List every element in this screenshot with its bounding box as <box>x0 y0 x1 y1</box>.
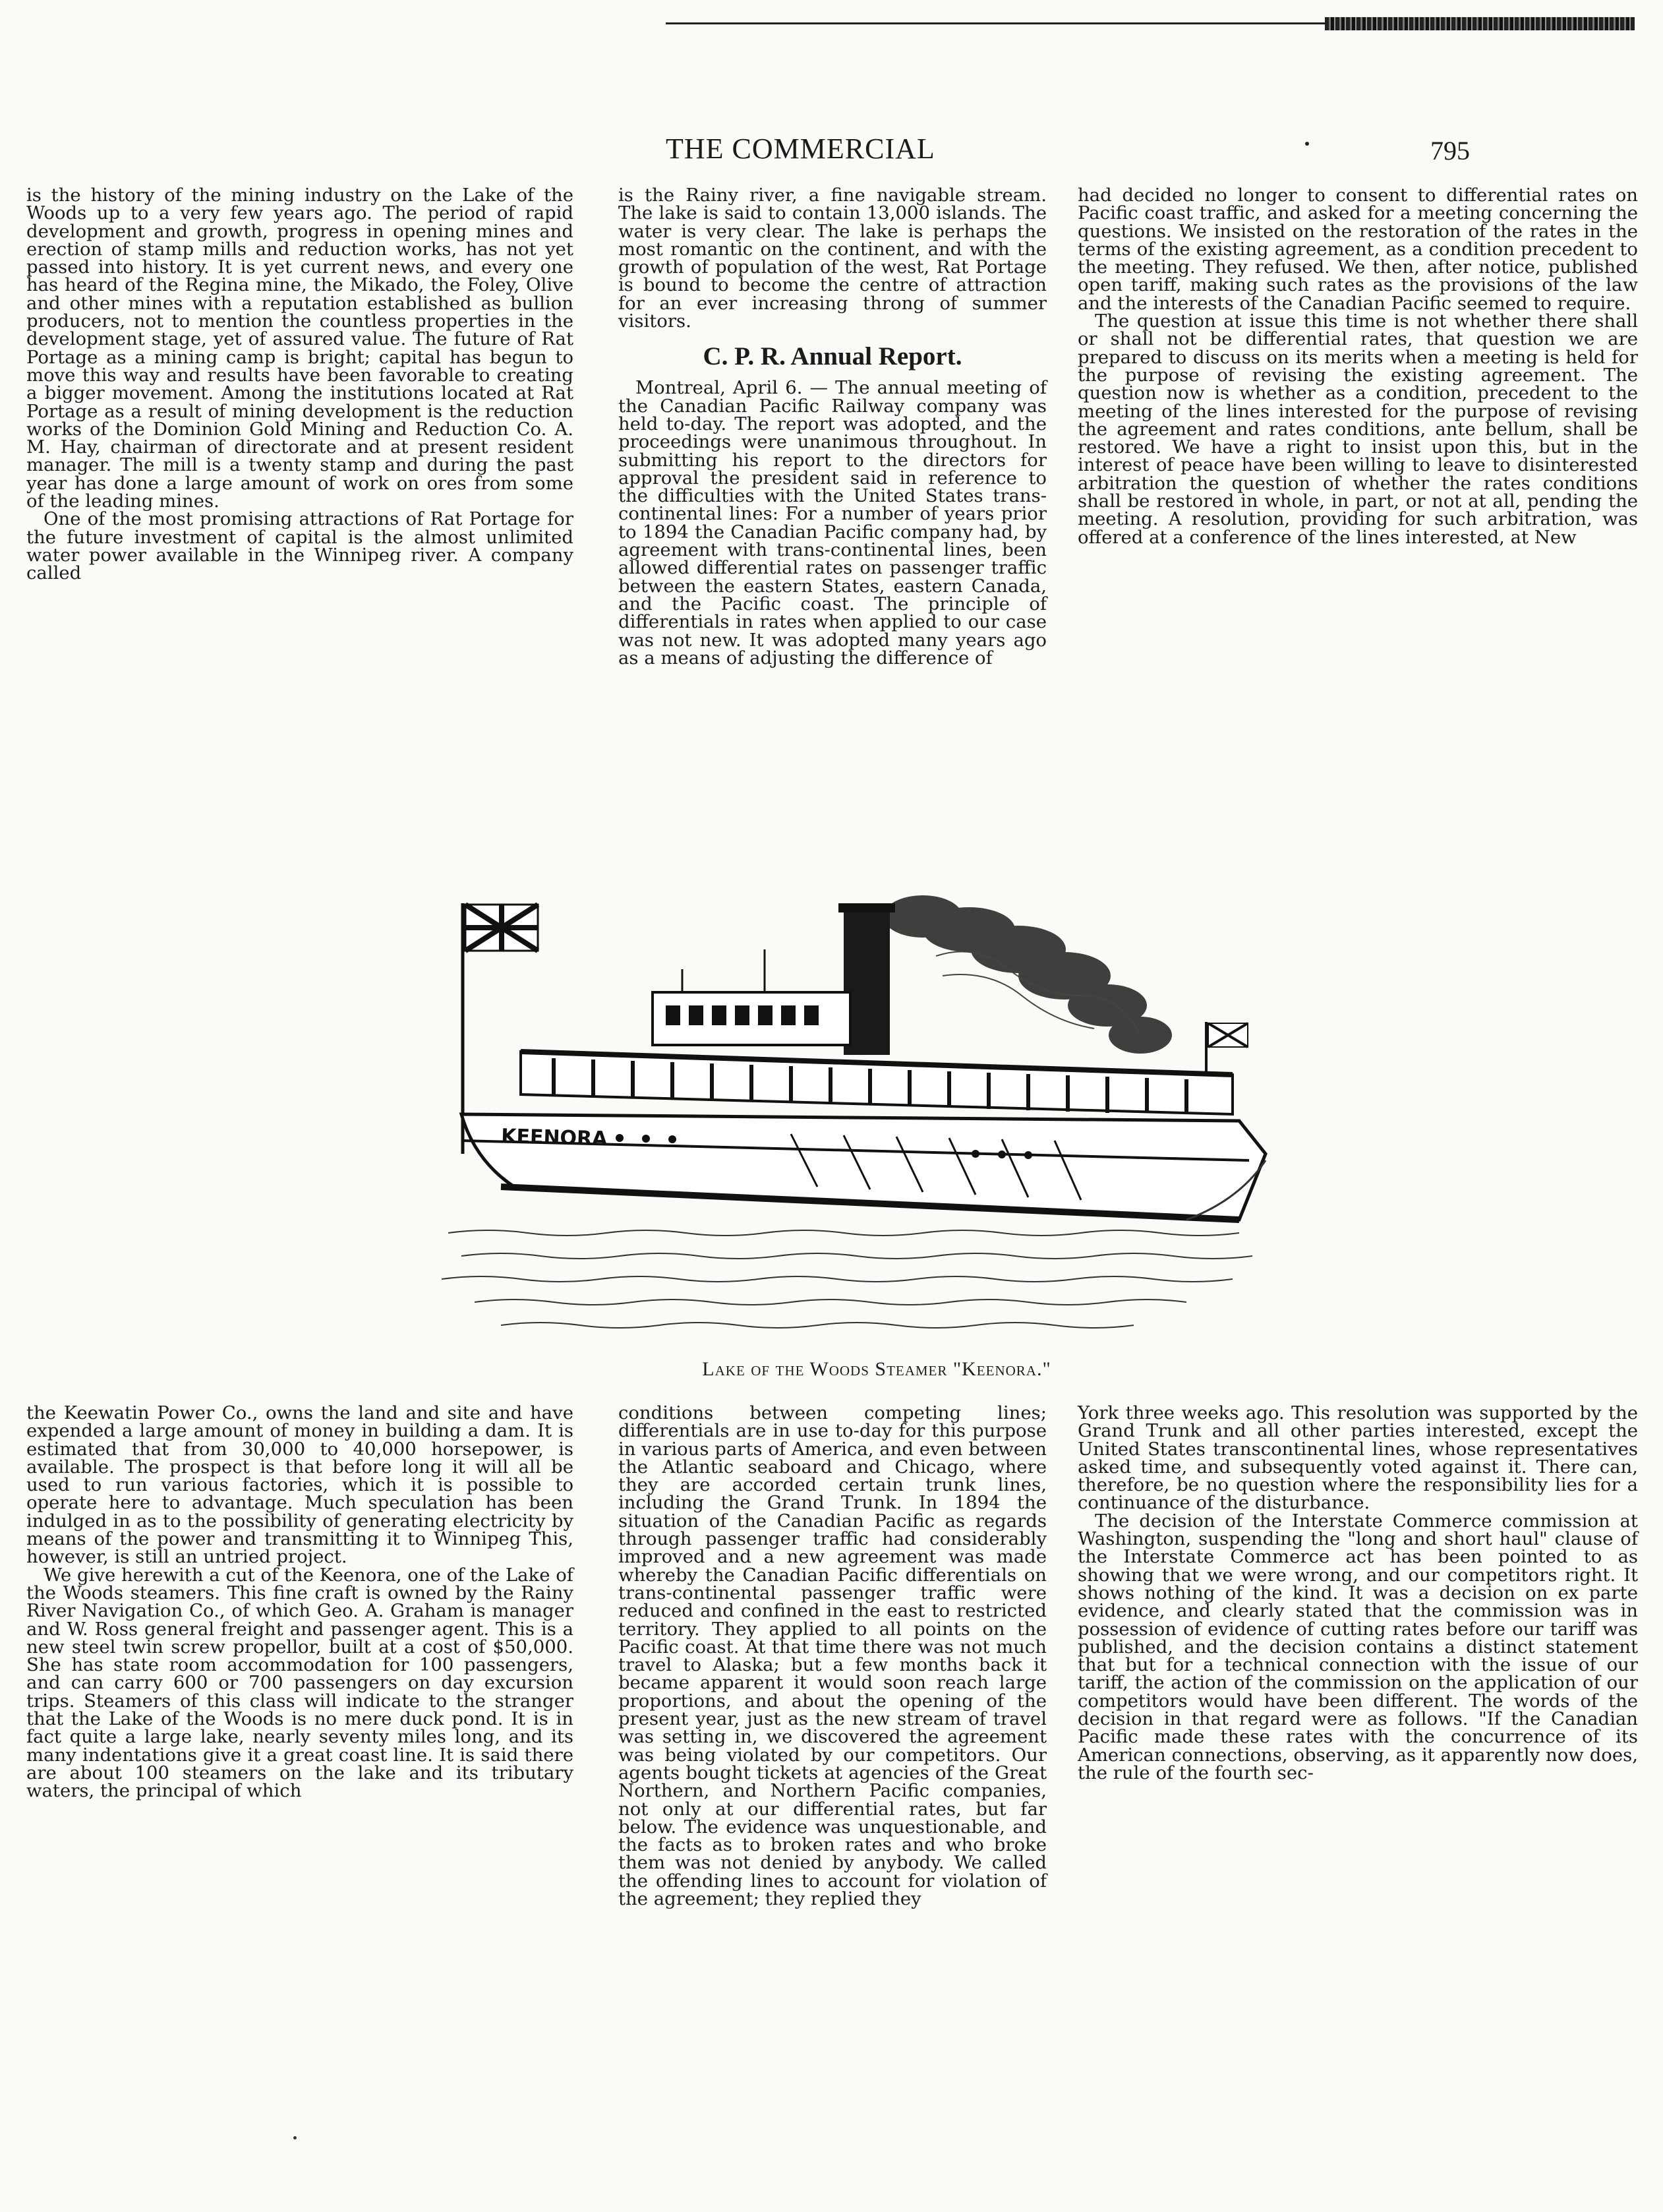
paragraph: is the history of the mining industry on the Lake of the Woods up to a very few years ago. The period of rapid development and growth, progress in opening mines and erection of stamp mills and reduction works, has not yet passed into history. It is yet current news, and every one has heard of the Regina mine, the Mikado, the Foley, Olive and other mines with a reputation established as bullion producers, not to mention the countless properties in the development stage, yet of assured value. The future of Rat Portage as a mining camp is bright; capital has begun to move this way and results have been favorable to creating a bigger movement. Among the institutions located at Rat Portage as a result of mining development is the reduction works of the Dominion Gold Mining and Reduction Co. A. M. Hay, chairman of directorate and at present resident manager. The mill is a twenty stamp and during the past year has done a large amount of work on ores from some of the leading mines. <box>26 185 573 512</box>
column-bottom-1 <box>26 1404 573 2156</box>
paragraph: had decided no longer to consent to differential rates on Pacific coast traffic, and asked for a meeting concerning the questions. We insisted on the restoration of the rates in the terms of the existing agreement, as a condition precedent to the meeting. They refused. We then, after notice, published open tariff, making such rates as the provisions of the law and the interests of the Canadian Pacific seemed to require. <box>1078 185 1638 314</box>
figure-caption: Lake of the Woods Steamer "Keenora." <box>702 1358 1051 1380</box>
paragraph: York three weeks ago. This resolution was supported by the Grand Trunk and all other parties interested, except the United States transcontinental lines, whose representatives asked time, and subsequently voted against it. There can, therefore, be no question where the responsibility lies for a continuance of the disturbance. <box>1078 1402 1638 1514</box>
paragraph: One of the most promising attractions of Rat Portage for the future investment of capital is the almost unlimited water power available in the Winnipeg river. A company called <box>26 508 573 584</box>
column-bottom-2 <box>618 1404 1047 2156</box>
paragraph: is the Rainy river, a fine navigable stream. The lake is said to contain 13,000 islands. The water is very clear. The lake is perhaps the most romantic on the continent, and with the growth of population of the west, Rat Portage is bound to become the centre of attraction for an ever increasing throng of summer visitors. <box>618 185 1047 332</box>
ink-dot <box>293 2136 297 2139</box>
column-top-2 <box>618 187 1047 852</box>
article-heading: C. P. R. Annual Report. <box>703 342 962 371</box>
page-title: THE COMMERCIAL <box>666 133 935 165</box>
paragraph: We give herewith a cut of the Keenora, one of the Lake of the Woods steamers. This fine craft is owned by the Rainy River Navigation Co., of which Geo. A. Graham is manager and W. Ross general freight and passenger agent. This is a new steel twin screw propellor, built at a cost of $50,000. She has state room accommodation for 100 passengers, and can carry 600 or 700 passengers on day excursion trips. Steamers of this class will indicate to the stranger that the Lake of the Woods is no mere duck pond. It is in fact quite a large lake, nearly seventy miles long, and its many indentations give it a great coast line. It is said there are about 100 steamers on the lake and its tributary waters, the principal of which <box>26 1564 573 1802</box>
paragraph: The question at issue this time is not whether there shall or shall not be differential rates, that question we are prepared to discuss on its merits when a meeting is held for the purpose of revising the existing agreement. The question now is whether as a condition, precedent to the meeting of the lines interested for the purpose of revising the agreement and rates conditions, ante bellum, shall be restored. We have a right to insist upon this, but in the interest of peace have been willing to leave to disinterested arbitration the question of whether the rates conditions shall be restored in whole, in part, or not at all, pending the meeting. A resolution, providing for such arbitration, was offered at a conference of the lines interested, at New <box>1078 311 1638 548</box>
ink-dot <box>1305 142 1309 146</box>
paragraph: conditions between competing lines; differentials are in use to-day for this purpose in various parts of America, and even between the Atlantic seaboard and Chicago, where they are accorded certain trunk lines, including the Grand Trunk. In 1894 the situation of the Canadian Pacific as regards through passenger traffic had considerably improved and a new agreement was made whereby the Canadian Pacific differentials on trans-continental passenger traffic were reduced and confined in the east to restricted territory. They applied to all points on the Pacific coast. At that time there was not much travel to Alaska; but a few months back it became apparent it would soon reach large proportions, and about the opening of the present year, just as the new stream of travel was setting in, we discovered the agreement was being violated by our competitors. Our agents bought tickets at agencies of the Great Northern, and Northern Pacific companies, not only at our differential rates, but far below. The evidence was unquestionable, and the facts as to broken rates and who broke them was not denied by anybody. We called the offending lines to account for violation of the agreement; they replied they <box>618 1402 1047 1910</box>
paragraph: The decision of the Interstate Commerce commission at Washington, suspending the "long and short haul" clause of the Interstate Commerce act has been pointed to as showing that we were wrong, and our competitors right. It shows nothing of the kind. It was a decision on ex parte evidence, and clearly stated that the commission was in possession of evidence of cutting rates before our tariff was published, and the decision contains a distinct statement that but for a technical connection with the issue of our tariff, the action of the commission on the application of our competitors would have been different. The words of the decision in that regard were as follows. "If the Canadian Pacific made these rates with the concurrence of its American connections, observing, as it apparently now does, the rule of the fourth sec- <box>1078 1510 1638 1783</box>
paragraph: Montreal, April 6. — The annual meeting of the Canadian Pacific Railway company was held to-day. The report was adopted, and the proceedings were unanimous throughout. In submitting his report to the directors for approval the president said in reference to the difficulties with the United States trans-continental lines: For a number of years prior to 1894 the Canadian Pacific company had, by agreement with trans-continental lines, been allowed differential rates on passenger traffic between the eastern States, eastern Canada, and the Pacific coast. The principle of differentials in rates when applied to our case was not new. It was adopted many years ago as a means of adjusting the difference of <box>618 377 1047 669</box>
steamer-illustration <box>422 877 1312 1352</box>
column-bottom-3 <box>1078 1404 1638 2156</box>
header-rule <box>666 15 1635 33</box>
page-number: 795 <box>1430 136 1470 165</box>
ship-name: KEENORA <box>500 1125 608 1151</box>
column-top-3 <box>1078 187 1638 852</box>
paragraph: the Keewatin Power Co., owns the land and site and have expended a large amount of money in building a dam. It is estimated that from 30,000 to 40,000 horsepower, is available. The prospect is that before long it will all be used to run various factories, which it is possible to operate here to advantage. Much speculation has been indulged in as to the possibility of generating electricity by means of the power and transmitting it to Winnipeg This, however, is still an untried project. <box>26 1402 573 1568</box>
column-top-1 <box>26 187 573 852</box>
